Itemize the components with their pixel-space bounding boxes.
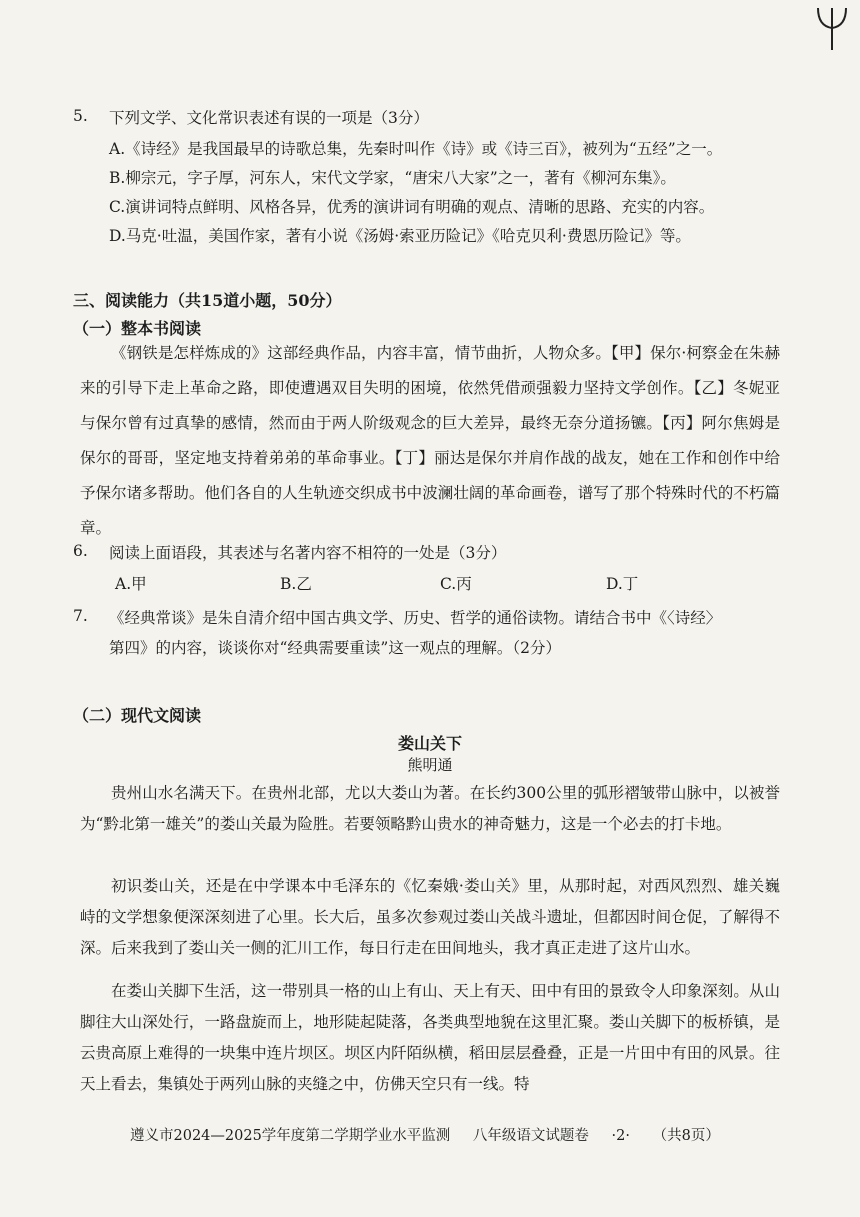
option-d: D.丁	[606, 575, 639, 593]
footer-total-pages: （共8页）	[652, 1128, 720, 1144]
option-a: A.甲	[115, 575, 147, 593]
article-title: 娄山关下	[397, 734, 462, 753]
subsection-title: （二）现代文阅读	[73, 706, 202, 725]
question-number: 5.	[73, 107, 88, 125]
option-c: C.演讲词特点鲜明、风格各异，优秀的演讲词有明确的观点、清晰的思路、充实的内容。	[109, 198, 715, 216]
section-title: 三、阅读能力（共15道小题，50分）	[73, 291, 342, 310]
footer-exam-name: 遵义市2024—2025学年度第二学期学业水平监测	[130, 1128, 451, 1144]
option-a: A.《诗经》是我国最早的诗歌总集，先秦时叫作《诗》或《诗三百》，被列为“五经”之一。	[109, 140, 723, 158]
page-footer	[130, 1124, 738, 1145]
question-stem: 下列文学、文化常识表述有误的一项是（3分）	[109, 109, 429, 127]
article-paragraph-2: 初识娄山关，还是在中学课本中毛泽东的《忆秦娥·娄山关》里，从那时起，对西风烈烈、雄关巍峙的文学想象便深深刻进了心里。长大后，虽多次参观过娄山关战斗遗址，但都因时间仓促，了解得不深。后来我到了娄山关一侧的汇川工作，每日行走在田间地头，我才真正走进了这片山水。	[80, 877, 780, 957]
article-paragraph-1: 贵州山水名满天下。在贵州北部，尤以大娄山为著。在长约300公里的弧形褶皱带山脉中，以被誉为“黔北第一雄关”的娄山关最为险胜。若要领略黔山贵水的神奇魅力，这是一个必去的打卡地。	[80, 784, 780, 833]
subsection-title: （一）整本书阅读	[73, 319, 202, 338]
option-b: B.柳宗元，字子厚，河东人，宋代文学家，“唐宋八大家”之一，著有《柳河东集》。	[109, 169, 676, 187]
article-paragraph-3: 在娄山关脚下生活，这一带别具一格的山上有山、天上有天、田中有田的景致令人印象深刻。从山脚往大山深处行，一路盘旋而上，地形陡起陡落，各类典型地貌在这里汇聚。娄山关脚下的板桥镇，是云贵高原上难得的一块集中连片坝区。坝区内阡陌纵横，稻田层层叠叠，正是一片田中有田的风景。往天上看去，集镇处于两列山脉的夹缝之中，仿佛天空只有一线。特	[80, 982, 780, 1093]
question-stem-line-2: 第四》的内容，谈谈你对“经典需要重读”这一观点的理解。（2分）	[109, 639, 561, 657]
question-number: 7.	[73, 607, 88, 625]
corner-trident-mark	[812, 4, 852, 52]
option-c: C.丙	[440, 575, 472, 593]
reading-passage: 《钢铁是怎样炼成的》这部经典作品，内容丰富，情节曲折，人物众多。【甲】保尔·柯察金在朱赫来的引导下走上革命之路，即使遭遇双目失明的困境，依然凭借顽强毅力坚持文学创作。【乙】冬妮亚与保尔曾有过真挚的感情，然而由于两人阶级观念的巨大差异，最终无奈分道扬镳。【丙】阿尔焦姆是保尔的哥哥，坚定地支持着弟弟的革命事业。【丁】丽达是保尔并肩作战的战友，她在工作和创作中给予保尔诸多帮助。他们各自的人生轨迹交织成书中波澜壮阔的革命画卷，谱写了那个特殊时代的不朽篇章。	[80, 344, 780, 537]
article-author: 熊明通	[407, 756, 453, 774]
option-b: B.乙	[280, 575, 312, 593]
question-number: 6.	[73, 542, 88, 560]
footer-subject: 八年级语文试题卷	[472, 1128, 589, 1144]
question-stem-line-1: 《经典常谈》是朱自清介绍中国古典文学、历史、哲学的通俗读物。请结合书中《〈诗经〉	[109, 609, 722, 627]
footer-page-number: ·2·	[611, 1128, 630, 1144]
question-stem: 阅读上面语段，其表述与名著内容不相符的一处是（3分）	[109, 544, 507, 562]
option-d: D.马克·吐温，美国作家，著有小说《汤姆·索亚历险记》《哈克贝利·费恩历险记》等。	[109, 227, 691, 245]
